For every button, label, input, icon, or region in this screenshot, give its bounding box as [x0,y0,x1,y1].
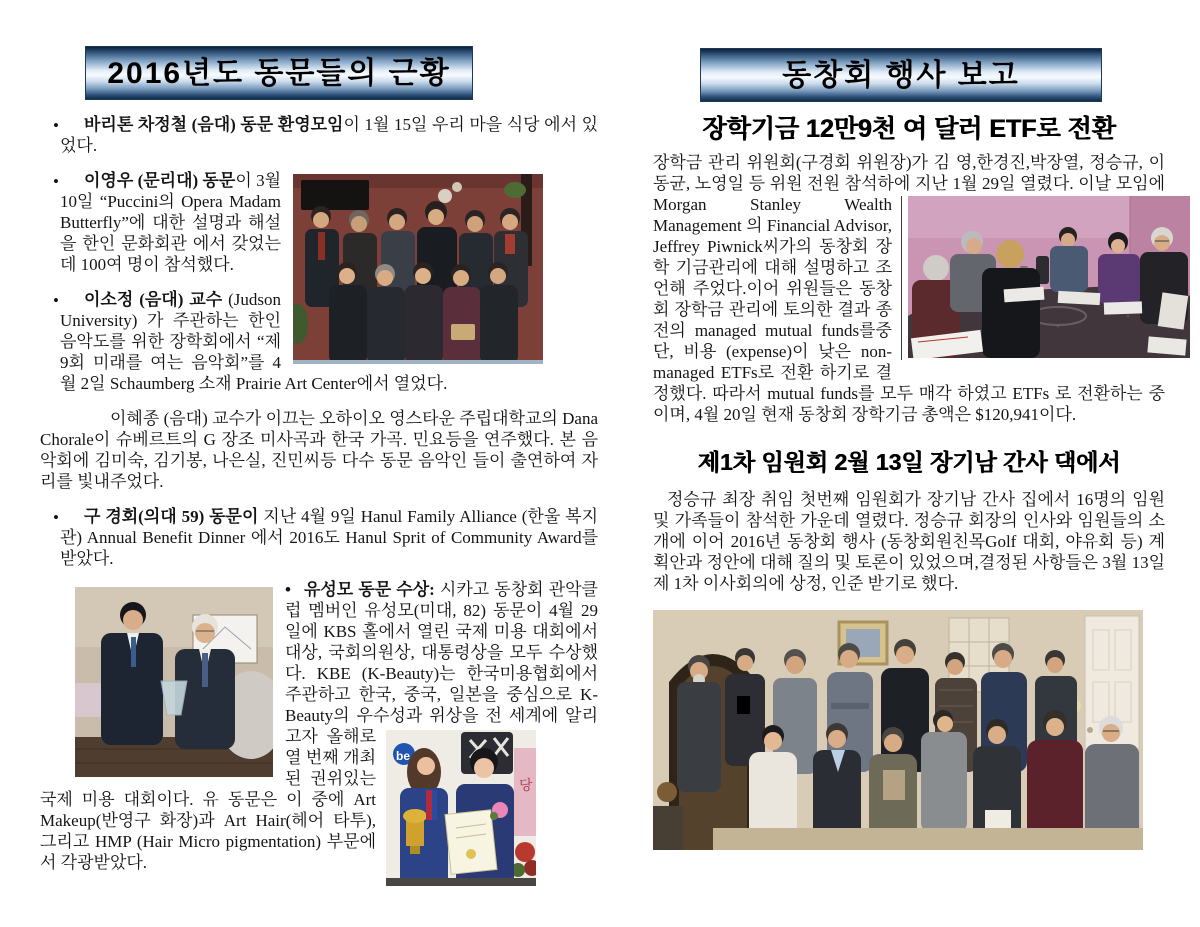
right-column [653,48,1165,850]
bullet-text: 지난 4월 9일 Hanul Family Alliance (한울 복지관) Annual Benefit Dinner 에서 2016도 Hanul Sprit of Community Award를 받았다. [60,507,598,568]
bullet-item-lee-youngwoo [40,170,598,275]
right-banner-title: 동창회 행사 보고 [782,58,1020,92]
paragraph-text-b: Morgan Stanley Wealth Management 의 Financial Advisor, Jeffrey Piwnick씨가의 동창회 장학 기금관리에 대해 설명하고 조언해 주었다.이어 위원들은 동창회 장학금 관리에 토의한 결과 종전의 managed mutual funds를중단, 비용 (expense)이 낮은 non- managed ETFs로 전환 하기로 결정했다. 따라서 mutual funds를 모두 매각 하였고 ETFs 로 전환하는 중이며, 4월 20일 현재 동창회 장학기금 총액은 $120,941이다. [653,195,1165,424]
bullet-item-gu [40,506,598,569]
headline-scholarship-etf: 장학기금 12만9천 여 달러 ETF로 전환 [702,115,1116,143]
bullet-text: 이 3월10일 “Puccini의 Opera Madam Butterfly”에 대한 설명과 해설을 한인 문화회관 에서 갖었는데 100여 명이 참석했다. [60,171,281,274]
paragraph-scholarship [653,152,1165,425]
wrap-award-photos [40,579,598,873]
bullet-icon: • [53,508,59,527]
bullet-icon: • [285,580,291,599]
photo-home-group [653,610,1143,850]
paragraph-board-meeting: 정승규 최장 취임 첫번째 임원회가 장기남 간사 집에서 16명의 임원및 가족들이 참석한 가운데 열렸다. 정승규 회장의 인사와 임원들의 소개에 이어 2016년 동창회 행사 (동창회원친목Golf 대회, 야유회 등) 계획안과 정안에 대해 질의 및 토론이 있었으며,결정된 사항들은 3월 13일 제 1차 이사회의에 상정, 인준 받기로 했다. [653,490,1165,593]
right-section-banner [700,48,1102,102]
left-column [40,46,598,892]
bullet-text: (Judson University) 가 주관하는 한인 음악도를 위한 장학회에서 “제 9회 미래를 여는 음악회”를 4월 2일 Schaumberg 소재 Prairie Art Center에서 열었다. [60,290,448,393]
bullet-text-b: 을 전 세계에 알리고자 올해로 열 번째 개최된 권위있는 국제 미용 대회이다. 유 동문은 이 중에 Art Makeup(반영구 화장)과 Art Hair(헤어 타투), 그리고 HMP (Hair Micro pigmentation) 부문에서 각광받았다. [40,706,598,872]
svg-text:be: be [396,749,411,763]
bullet-text-a: 시카고 동창회 관악클럽 멤버인 유성모(미대, 82) 동문이 4월 29일에 KBS 홀에서 열린 국제 미용 대회에서 대상, 국회의원상, 대통령상을 모두 수상했다. KBE (K-Beauty)는 한국미용협회에서 주관하고 한국, 중국, 일본을 중심으로 K-Beauty의 우수성과 위상 [285,580,598,725]
bullet-icon: • [53,291,59,310]
bullet-icon: • [53,172,59,191]
paragraph-lee-hyejong: 이혜종 (음대) 교수가 이끄는 오하이오 영스타운 주립대학교의 Dana Chorale이 슈베르트의 G 장조 미사곡과 한국 가곡. 민요등을 연주했다. 본 음악회에 김미숙, 김기봉, 나은실, 진민씨등 다수 동문 음악인 들이 출연하여 자리를 빛내주었다. [40,409,598,491]
left-section-banner [85,46,473,100]
wrap-photo-and-bullets [40,170,598,394]
bullet-bold-text: 바리톤 차정철 (음대) 동문 환영모임 [84,115,344,134]
left-banner-title: 2016년도 동문들의 근황 [107,56,451,90]
bullet-text: 이 1월 15일 우리 마을 식당 에서 있었다. [60,115,598,155]
svg-text:당: 당 [519,777,533,793]
bullet-bold-text: 이영우 (문리대) 동문 [84,171,236,190]
bullet-bold-text: 이소정 (음대) 교수 [84,290,223,309]
bullet-icon: • [53,116,59,135]
bullet-item-cha [40,114,598,156]
bullet-bold-text: 유성모 동문 수상: [303,580,435,599]
photo-committee-meeting [901,196,1190,360]
headline-first-board-meeting: 제1차 임원회 2월 13일 장기남 간사 댁에서 [697,449,1121,475]
bullet-bold-text: 구 경회(의대 59) 동문이 [84,507,259,526]
photo-beauty-contest-women [386,730,536,886]
bullet-item-lee-sojung [40,289,598,394]
paragraph-text-a: 장학금 관리 위원회(구경회 위원장)가 김 영,한경진,박장열, 정승규, 이동균, 노영일 등 위원 전원 참석하에 지난 1월 29일 열렸다. 이날 모임에 [653,153,1165,193]
photo-award-two-men [75,587,273,777]
